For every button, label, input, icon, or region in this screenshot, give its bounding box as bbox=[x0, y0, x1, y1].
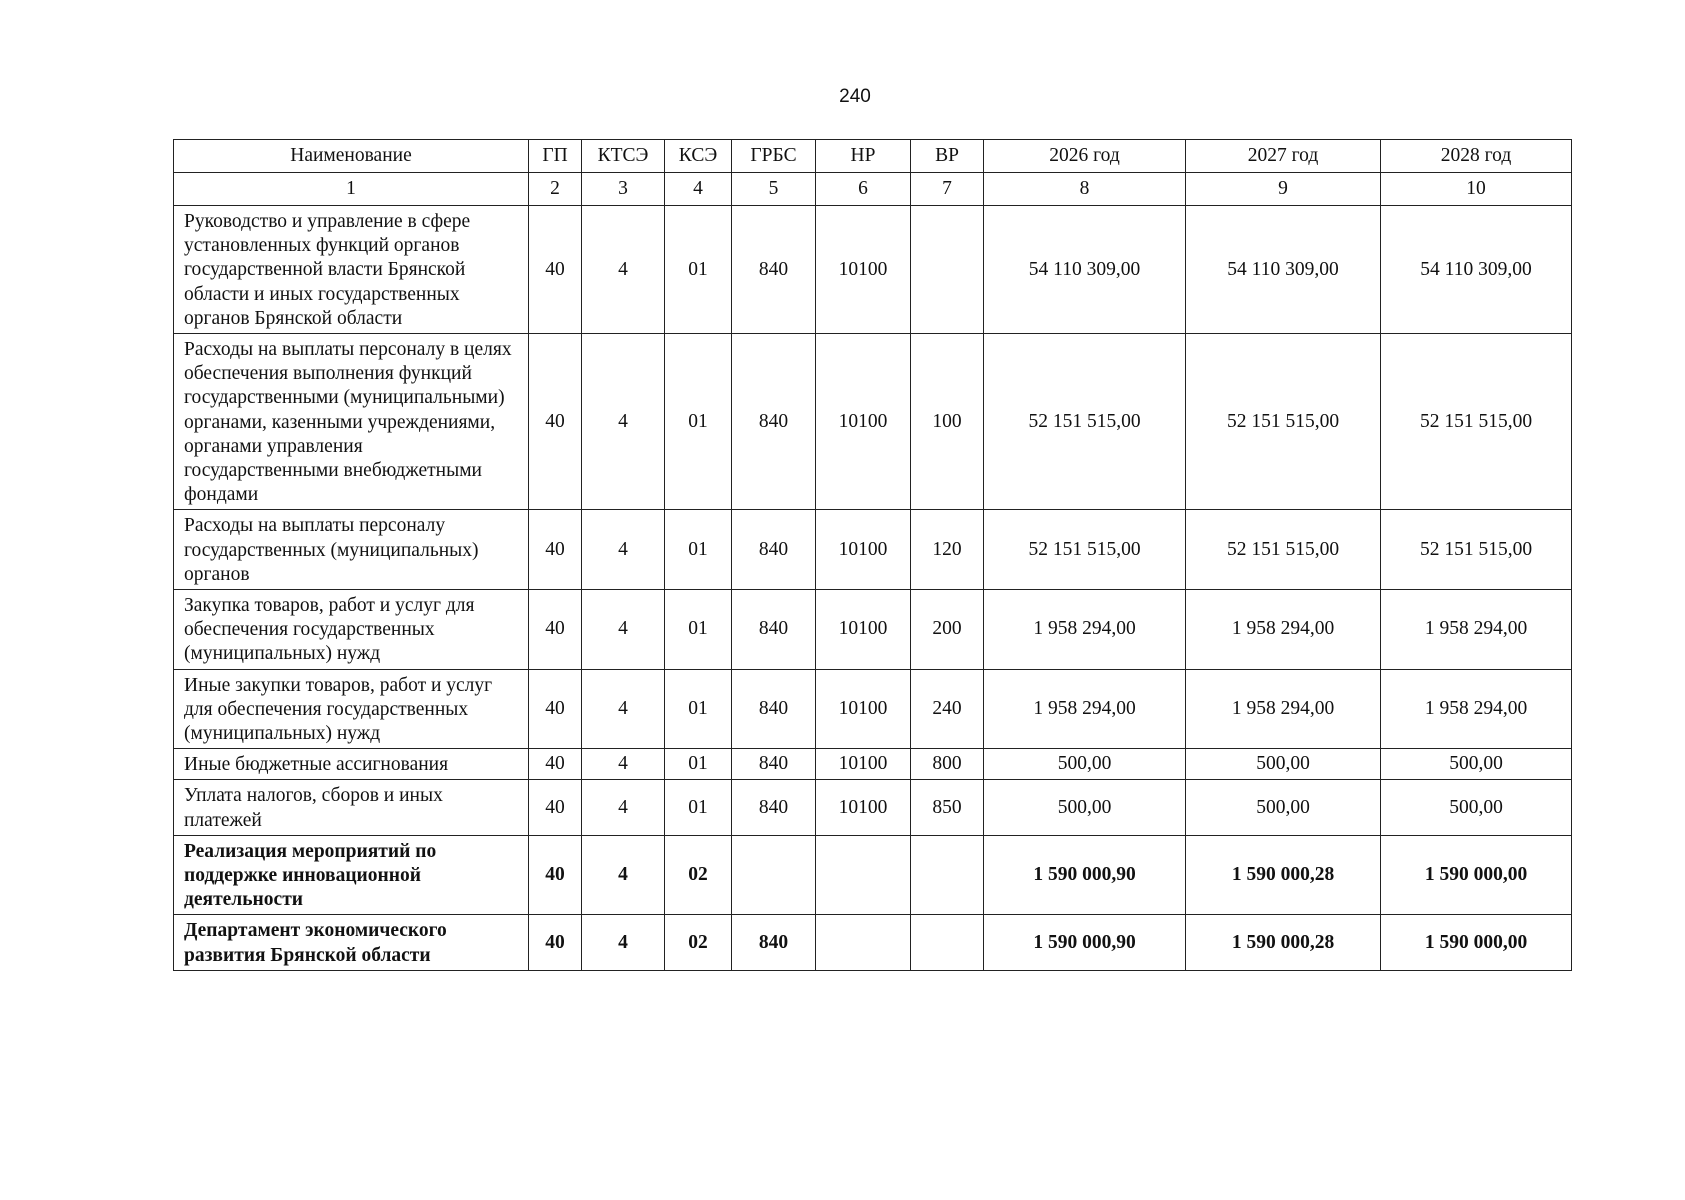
row-amount-2028: 52 151 515,00 bbox=[1381, 334, 1572, 510]
column-number: 3 bbox=[582, 173, 665, 206]
row-amount-2026: 500,00 bbox=[984, 780, 1186, 835]
row-grbs bbox=[732, 835, 816, 915]
row-amount-2027: 1 590 000,28 bbox=[1186, 915, 1381, 970]
row-amount-2027: 500,00 bbox=[1186, 749, 1381, 780]
table-row bbox=[174, 749, 1572, 780]
row-nr bbox=[816, 915, 911, 970]
row-amount-2028: 500,00 bbox=[1381, 749, 1572, 780]
row-amount-2026: 1 958 294,00 bbox=[984, 669, 1186, 749]
header-kse: КСЭ bbox=[665, 140, 732, 173]
header-2028: 2028 год bbox=[1381, 140, 1572, 173]
row-vr: 240 bbox=[911, 669, 984, 749]
header-nr: НР bbox=[816, 140, 911, 173]
row-amount-2028: 500,00 bbox=[1381, 780, 1572, 835]
table-row bbox=[174, 669, 1572, 749]
row-grbs: 840 bbox=[732, 510, 816, 590]
row-amount-2027: 1 958 294,00 bbox=[1186, 590, 1381, 670]
row-gp: 40 bbox=[529, 510, 582, 590]
row-name: Расходы на выплаты персоналу государственных (муниципальных) органов bbox=[174, 510, 529, 590]
row-ktse: 4 bbox=[582, 669, 665, 749]
column-number: 2 bbox=[529, 173, 582, 206]
row-name: Уплата налогов, сборов и иных платежей bbox=[174, 780, 529, 835]
column-number: 9 bbox=[1186, 173, 1381, 206]
row-gp: 40 bbox=[529, 206, 582, 334]
column-number: 7 bbox=[911, 173, 984, 206]
row-vr: 800 bbox=[911, 749, 984, 780]
row-gp: 40 bbox=[529, 780, 582, 835]
row-name: Иные бюджетные ассигнования bbox=[174, 749, 529, 780]
column-number: 6 bbox=[816, 173, 911, 206]
row-grbs: 840 bbox=[732, 669, 816, 749]
row-grbs: 840 bbox=[732, 780, 816, 835]
row-name: Иные закупки товаров, работ и услуг для обеспечения государственных (муниципальных) нужд bbox=[174, 669, 529, 749]
table-row bbox=[174, 780, 1572, 835]
row-amount-2027: 52 151 515,00 bbox=[1186, 334, 1381, 510]
row-amount-2027: 1 590 000,28 bbox=[1186, 835, 1381, 915]
row-amount-2028: 1 590 000,00 bbox=[1381, 915, 1572, 970]
row-name: Закупка товаров, работ и услуг для обеспечения государственных (муниципальных) нужд bbox=[174, 590, 529, 670]
row-amount-2028: 52 151 515,00 bbox=[1381, 510, 1572, 590]
row-name: Расходы на выплаты персоналу в целях обеспечения выполнения функций государственными (муниципальными) органами, казенными учреждениями, органами управления государственными внебюджетными фондами bbox=[174, 334, 529, 510]
row-amount-2027: 54 110 309,00 bbox=[1186, 206, 1381, 334]
row-vr bbox=[911, 206, 984, 334]
row-gp: 40 bbox=[529, 334, 582, 510]
row-amount-2026: 54 110 309,00 bbox=[984, 206, 1186, 334]
row-amount-2028: 54 110 309,00 bbox=[1381, 206, 1572, 334]
row-kse: 02 bbox=[665, 915, 732, 970]
row-gp: 40 bbox=[529, 915, 582, 970]
row-kse: 01 bbox=[665, 590, 732, 670]
row-ktse: 4 bbox=[582, 206, 665, 334]
row-nr: 10100 bbox=[816, 780, 911, 835]
table-row bbox=[174, 915, 1572, 970]
row-ktse: 4 bbox=[582, 915, 665, 970]
row-ktse: 4 bbox=[582, 334, 665, 510]
table-row bbox=[174, 835, 1572, 915]
row-nr bbox=[816, 835, 911, 915]
budget-table bbox=[173, 139, 1572, 971]
table-row bbox=[174, 590, 1572, 670]
row-vr bbox=[911, 835, 984, 915]
row-vr: 120 bbox=[911, 510, 984, 590]
row-vr: 200 bbox=[911, 590, 984, 670]
column-number-row bbox=[174, 173, 1572, 206]
row-name: Реализация мероприятий по поддержке инновационной деятельности bbox=[174, 835, 529, 915]
column-number: 1 bbox=[174, 173, 529, 206]
table-body bbox=[174, 206, 1572, 971]
header-gp: ГП bbox=[529, 140, 582, 173]
row-gp: 40 bbox=[529, 749, 582, 780]
row-kse: 02 bbox=[665, 835, 732, 915]
header-2026: 2026 год bbox=[984, 140, 1186, 173]
row-kse: 01 bbox=[665, 780, 732, 835]
row-kse: 01 bbox=[665, 334, 732, 510]
column-number: 8 bbox=[984, 173, 1186, 206]
header-ktse: КТСЭ bbox=[582, 140, 665, 173]
table-row bbox=[174, 334, 1572, 510]
table-row bbox=[174, 206, 1572, 334]
row-vr: 850 bbox=[911, 780, 984, 835]
row-ktse: 4 bbox=[582, 510, 665, 590]
header-vr: ВР bbox=[911, 140, 984, 173]
row-grbs: 840 bbox=[732, 334, 816, 510]
row-name: Департамент экономического развития Брянской области bbox=[174, 915, 529, 970]
row-amount-2026: 500,00 bbox=[984, 749, 1186, 780]
row-nr: 10100 bbox=[816, 749, 911, 780]
row-nr: 10100 bbox=[816, 669, 911, 749]
row-kse: 01 bbox=[665, 749, 732, 780]
row-kse: 01 bbox=[665, 669, 732, 749]
row-vr: 100 bbox=[911, 334, 984, 510]
row-kse: 01 bbox=[665, 206, 732, 334]
row-amount-2026: 1 590 000,90 bbox=[984, 835, 1186, 915]
header-2027: 2027 год bbox=[1186, 140, 1381, 173]
header-name: Наименование bbox=[174, 140, 529, 173]
row-amount-2027: 500,00 bbox=[1186, 780, 1381, 835]
row-vr bbox=[911, 915, 984, 970]
row-nr: 10100 bbox=[816, 590, 911, 670]
row-amount-2026: 1 958 294,00 bbox=[984, 590, 1186, 670]
table-row bbox=[174, 510, 1572, 590]
row-amount-2027: 52 151 515,00 bbox=[1186, 510, 1381, 590]
row-nr: 10100 bbox=[816, 334, 911, 510]
row-amount-2028: 1 590 000,00 bbox=[1381, 835, 1572, 915]
row-gp: 40 bbox=[529, 669, 582, 749]
row-ktse: 4 bbox=[582, 590, 665, 670]
row-grbs: 840 bbox=[732, 590, 816, 670]
row-gp: 40 bbox=[529, 590, 582, 670]
row-amount-2026: 52 151 515,00 bbox=[984, 334, 1186, 510]
row-gp: 40 bbox=[529, 835, 582, 915]
row-amount-2026: 1 590 000,90 bbox=[984, 915, 1186, 970]
row-amount-2028: 1 958 294,00 bbox=[1381, 669, 1572, 749]
header-row bbox=[174, 140, 1572, 173]
row-nr: 10100 bbox=[816, 206, 911, 334]
row-amount-2028: 1 958 294,00 bbox=[1381, 590, 1572, 670]
page-number: 240 bbox=[839, 86, 871, 107]
row-ktse: 4 bbox=[582, 780, 665, 835]
column-number: 5 bbox=[732, 173, 816, 206]
row-grbs: 840 bbox=[732, 206, 816, 334]
header-grbs: ГРБС bbox=[732, 140, 816, 173]
row-ktse: 4 bbox=[582, 749, 665, 780]
row-nr: 10100 bbox=[816, 510, 911, 590]
column-number: 4 bbox=[665, 173, 732, 206]
row-amount-2026: 52 151 515,00 bbox=[984, 510, 1186, 590]
row-amount-2027: 1 958 294,00 bbox=[1186, 669, 1381, 749]
row-grbs: 840 bbox=[732, 915, 816, 970]
row-grbs: 840 bbox=[732, 749, 816, 780]
column-number: 10 bbox=[1381, 173, 1572, 206]
row-kse: 01 bbox=[665, 510, 732, 590]
row-name: Руководство и управление в сфере установленных функций органов государственной власти Брянской области и иных государственных органов Брянской области bbox=[174, 206, 529, 334]
row-ktse: 4 bbox=[582, 835, 665, 915]
